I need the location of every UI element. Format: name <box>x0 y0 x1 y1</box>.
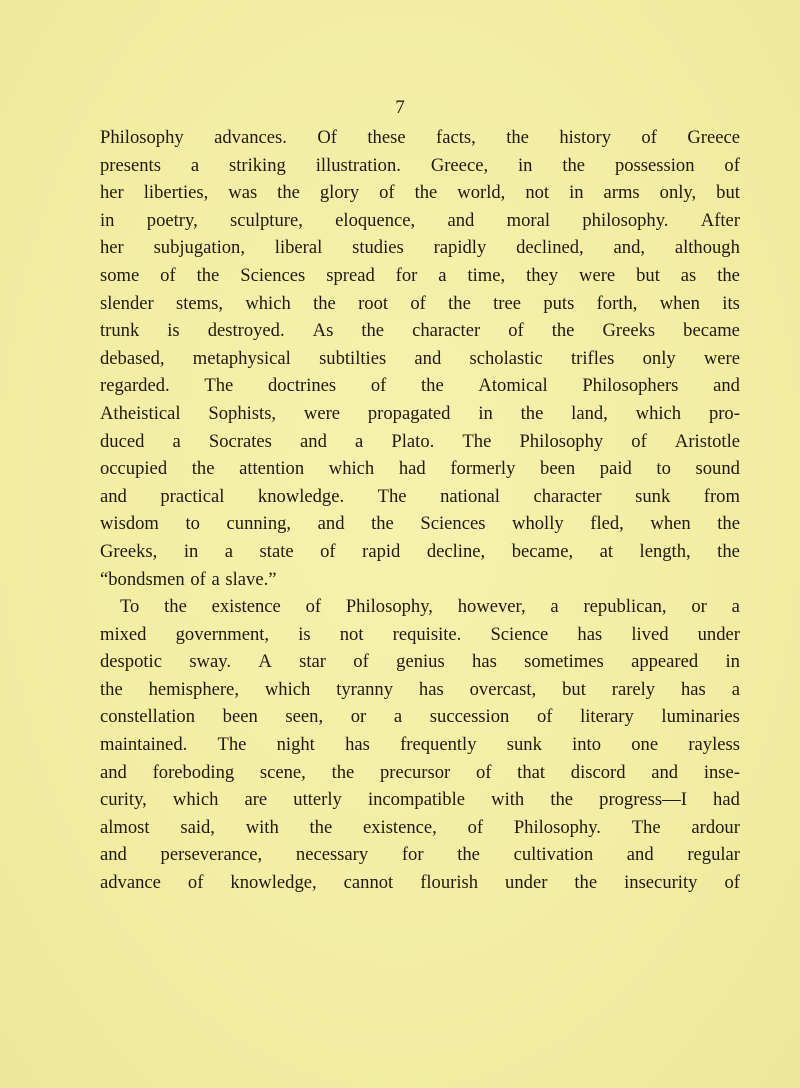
text-line-5: her subjugation, liberal studies rapidly declined, and, although <box>100 237 740 259</box>
text-line-6: some of the Sciences spread for a time, they were but as the <box>100 264 740 286</box>
text-line-25: curity, which are utterly incompatible with the progress—I had <box>100 789 740 811</box>
text-line-13: occupied the attention which had formerly been paid to sound <box>100 458 740 480</box>
text-line-21: the hemisphere, which tyranny has overcast, but rarely has a <box>100 678 740 700</box>
text-line-24: and foreboding scene, the precursor of that discord and inse- <box>100 761 740 783</box>
text-line-7: slender stems, which the root of the tree puts forth, when its <box>100 292 740 314</box>
text-line-9: debased, metaphysical subtilties and scholastic trifles only were <box>100 347 740 369</box>
text-line-8: trunk is destroyed. As the character of the Greeks became <box>100 320 740 342</box>
page-number: 7 <box>395 97 405 118</box>
text-line-27: and perseverance, necessary for the cultivation and regular <box>100 844 740 866</box>
text-line-1: Philosophy advances. Of these facts, the history of Greece <box>100 127 740 148</box>
text-line-10: regarded. The doctrines of the Atomical Philosophers and <box>100 375 740 397</box>
text-line-4: in poetry, sculpture, eloquence, and moral philosophy. After <box>100 209 740 231</box>
text-line-2: presents a striking illustration. Greece, in the possession of <box>100 154 740 176</box>
text-line-3: her liberties, was the glory of the world, not in arms only, but <box>100 182 740 204</box>
text-line-23: maintained. The night has frequently sunk into one rayless <box>100 734 740 756</box>
text-line-16: Greeks, in a state of rapid decline, became, at length, the <box>100 540 740 562</box>
text-line-11: Atheistical Sophists, were propagated in the land, which pro- <box>100 402 740 424</box>
body-text <box>100 124 740 897</box>
text-line-20: despotic sway. A star of genius has sometimes appeared in <box>100 651 740 673</box>
text-line-19: mixed government, is not requisite. Science has lived under <box>100 623 740 645</box>
text-line-22: constellation been seen, or a succession of literary luminaries <box>100 706 740 728</box>
text-line-26: almost said, with the existence, of Philosophy. The ardour <box>100 816 740 838</box>
text-line-14: and practical knowledge. The national character sunk from <box>100 485 740 507</box>
text-line-18: To the existence of Philosophy, however, a republican, or a <box>120 596 740 618</box>
text-line-28: advance of knowledge, cannot flourish under the insecurity of <box>100 872 740 894</box>
text-line-17: “bondsmen of a slave.” <box>100 568 277 590</box>
text-line-12: duced a Socrates and a Plato. The Philosophy of Aristotle <box>100 430 740 452</box>
text-line-15: wisdom to cunning, and the Sciences wholly fled, when the <box>100 513 740 535</box>
